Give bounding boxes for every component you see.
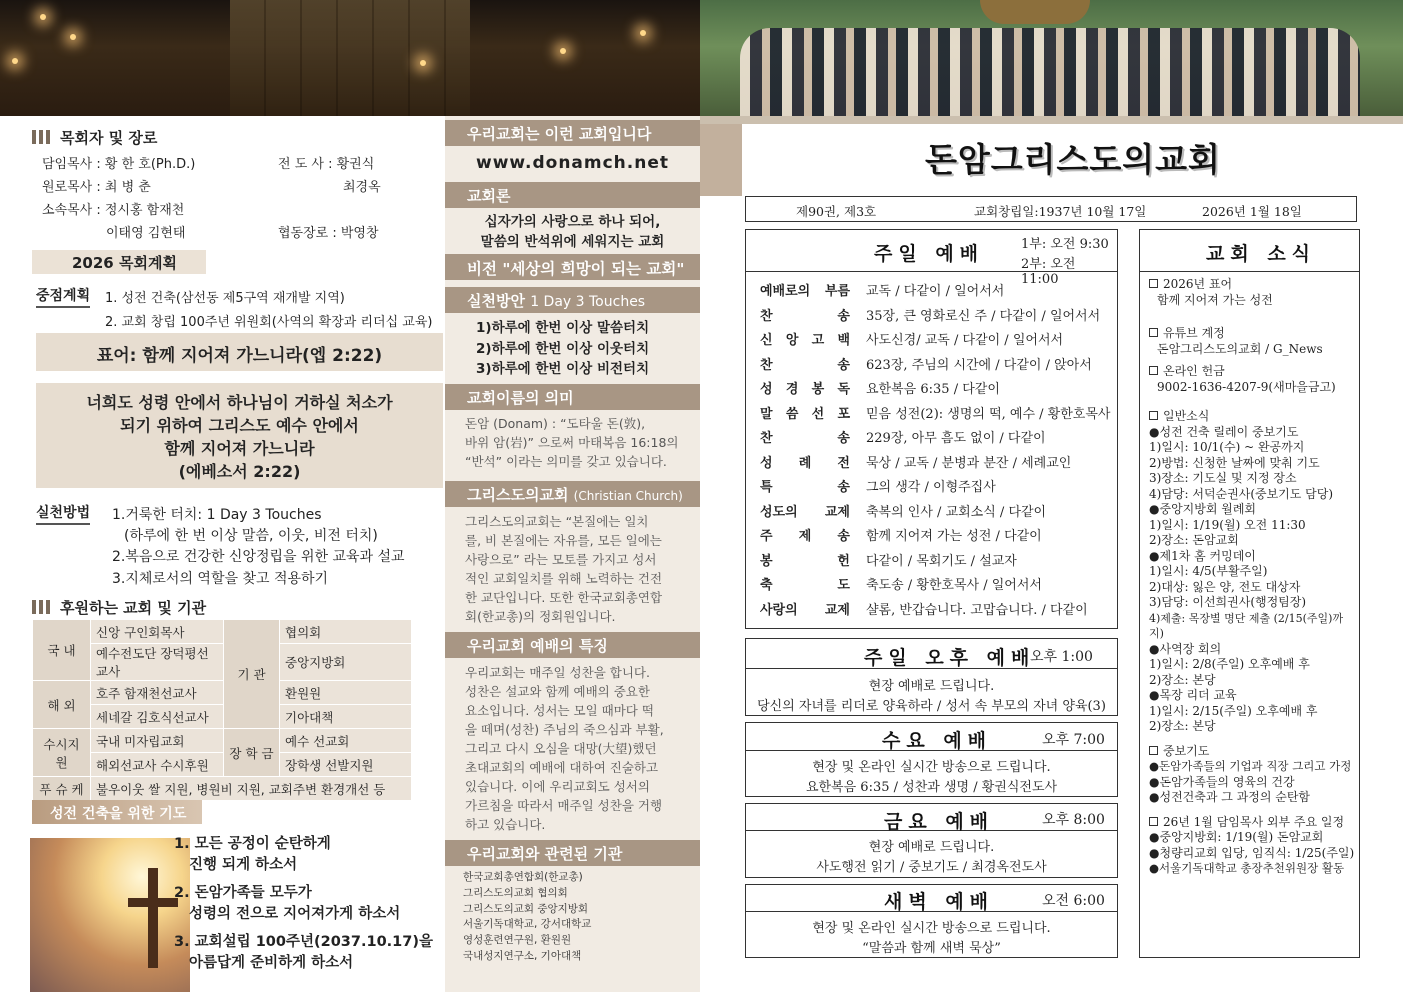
method-label: 실천방법 bbox=[36, 502, 90, 525]
table-row: 해외선교사 수시후원 장학생 선발지원 bbox=[33, 753, 412, 777]
service-time-1: 1부: 오전 9:30 bbox=[1021, 237, 1109, 252]
practice-list: 1)하루에 한번 이상 말씀터치 2)하루에 한번 이상 이웃터치 3)하루에 한번 이상 비전터치 bbox=[476, 320, 650, 377]
order-row bbox=[760, 525, 1042, 544]
method-2: 2.복음으로 건강한 신앙정립을 위한 교육과 설교 bbox=[112, 549, 405, 565]
square-bullet-icon bbox=[1149, 411, 1158, 420]
name-meaning-heading: 교회이름의 의미 bbox=[445, 384, 700, 410]
order-label: 성 례 전 bbox=[760, 455, 850, 471]
vision-heading: 비전 "세상의 희망이 되는 교회" bbox=[445, 254, 700, 280]
order-row bbox=[760, 403, 1110, 422]
order-label: 찬 송 bbox=[760, 431, 850, 446]
method-1: 1.거룩한 터치: 1 Day 3 Touches bbox=[112, 507, 322, 523]
name-meaning-text: 돈암 (Donam) : “도타울 돈(敦), 바위 암(岩)” 으로써 마태복음 16:18의 “반석” 이라는 의미를 갖고 있습니다. bbox=[465, 416, 679, 469]
friday-line-2: 사도행전 읽기 / 중보기도 / 최경옥전도사 bbox=[816, 860, 1047, 875]
square-bullet-icon bbox=[1149, 328, 1158, 337]
emeritus-pastor: 원로목사 : 최 병 춘 bbox=[42, 180, 151, 195]
method-1-detail: (하루에 한 번 이상 말씀, 이웃, 비전 터치) bbox=[124, 528, 378, 544]
dawn-line-1: 현장 및 온라인 실시간 방송으로 드립니다. bbox=[812, 921, 1051, 936]
worship-features-heading: 우리교회 예배의 특징 bbox=[445, 632, 700, 658]
order-detail: 함께 지어져 가는 성전 / 다같이 bbox=[866, 529, 1042, 544]
afternoon-worship-box bbox=[745, 638, 1118, 716]
dawn-title: 새벽 예배 bbox=[884, 891, 995, 913]
heading-bars-icon bbox=[32, 130, 52, 144]
order-label: 주 제 송 bbox=[760, 529, 850, 544]
order-row bbox=[760, 329, 1063, 348]
order-row bbox=[760, 305, 1100, 324]
order-label: 축 도 bbox=[760, 578, 850, 593]
wednesday-worship-box bbox=[745, 722, 1118, 797]
church-brand bbox=[700, 116, 1403, 196]
cooperating-elder: 협동장로 : 박영창 bbox=[278, 226, 379, 241]
focus-label: 중점계획 bbox=[36, 285, 90, 308]
order-row bbox=[760, 599, 1088, 618]
friday-time: 오후 8:00 bbox=[1042, 812, 1105, 828]
issue-bar bbox=[745, 196, 1357, 222]
order-detail: 229장, 아무 흠도 없이 / 다같이 bbox=[866, 431, 1046, 446]
table-row: 수시지원 국내 미자립교회 장 학 금 예수 선교회 bbox=[33, 729, 412, 753]
friday-line-1: 현장 예배로 드립니다. bbox=[868, 840, 995, 855]
method-3: 3.지체로서의 역할을 찾고 적용하기 bbox=[112, 571, 329, 587]
focus-item-1: 1. 성전 건축(삼선동 제5구역 재개발 지역) bbox=[105, 291, 345, 306]
sunday-worship-box bbox=[745, 229, 1118, 629]
ecclesiology-text: 십자가의 사랑으로 하나 되어, 말씀의 반석위에 세워지는 교회 bbox=[480, 214, 665, 250]
order-label: 찬 송 bbox=[760, 308, 850, 324]
associate-pastors-2: 이태영 김현태 bbox=[106, 226, 186, 241]
associate-pastors: 소속목사 : 정시홍 함재천 bbox=[42, 203, 185, 218]
order-row bbox=[760, 280, 1004, 299]
cross-sunset-image bbox=[30, 838, 190, 992]
afternoon-time: 오후 1:00 bbox=[1030, 649, 1093, 665]
square-bullet-icon bbox=[1149, 366, 1158, 375]
order-row bbox=[760, 354, 1092, 373]
order-label: 신 앙 고 백 bbox=[760, 333, 850, 348]
evangelist-2: 최경옥 bbox=[343, 180, 381, 195]
afternoon-line-2: 당신의 자녀를 리더로 양육하라 / 성서 속 부모의 자녀 양육(3) bbox=[757, 699, 1106, 714]
order-detail: 요한복음 6:35 / 다같이 bbox=[866, 382, 1000, 397]
square-bullet-icon bbox=[1149, 746, 1158, 755]
sunday-worship-title: 주일 예배 bbox=[874, 243, 985, 265]
news-title: 교회 소식 bbox=[1206, 243, 1317, 265]
dawn-line-2: “말씀과 함께 새벽 묵상” bbox=[862, 941, 1001, 956]
table-row: 예수전도단 장덕평선교사 중앙지방회 bbox=[33, 644, 412, 681]
dawn-time: 오전 6:00 bbox=[1042, 893, 1105, 909]
service-time-2: 2부: 오전 11:00 bbox=[1021, 257, 1076, 287]
order-detail: 믿음 성전(2): 생명의 떡, 예수 / 황한호목사 bbox=[866, 406, 1111, 422]
square-bullet-icon bbox=[1149, 279, 1158, 288]
practice-heading: 실천방안 1 Day 3 Touches bbox=[445, 287, 700, 313]
ecclesiology-heading: 교회론 bbox=[445, 182, 700, 208]
pastors-heading: 목회자 및 장로 bbox=[32, 127, 157, 148]
sunday-worship-header bbox=[746, 230, 1117, 287]
news-list: 2026년 표어 함께 지어져 가는 성전 유튜브 계정 돈암그리스도의교회 / G_News 온라인 헌금 9002-1636-4207-9(새마을금고) 일반소식 ●성전 건축 릴레이 중보기도 1)일시: 10/1(수) ~ 완공까지 2)방법: 신청한 날짜에 맞춰 기도 3)장소: 기도실 및 지정 장소 4)담당: 서덕순권사(중보기도 담당) ●중앙지방회 월례회 1)일시: 1/19(월) 오전 11:30 2)장소: 돈암교회 ●제1차 홈 커밍데이 1)일시: 4/5(부활주일) 2)대상: 잃은 양, 전도 대상자 3)담당: 이선희권사(행정팀장) 4)제출: 목장별 명단 제출 (2/15(주일)까지) ●사역장 회의 1)일시: 2/8(주일) 오후예배 후 2)장소: 본당 ●목장 리더 교육 1)일시: 2/15(주일) 오후예배 후 2)장소: 본당 중보기도 ●돈암가족들의 기업과 직장 그리고 가정 ●돈암가족들의 영육의 건강 ●성전건축과 그 과정의 순탄함 26년 1월 담임목사 외부 주요 일정 ●중앙지방회: 1/19(월) 돈암교회 ●청량리교회 입당, 임직식: 1/25(주일) ●서울기독대학교 총장추천위원장 활동 bbox=[1149, 277, 1355, 875]
christian-church-text: 그리스도의교회는 “본질에는 일치 를, 비 본질에는 자유를, 모든 일에는 사랑으로” 라는 모토를 가지고 성서 적인 교회일치를 위해 노력하는 건전 한 교단입니다. 또한 한국교회총연합 회(한교총)의 정회원입니다. bbox=[465, 514, 663, 624]
friday-worship-box bbox=[745, 803, 1118, 878]
worship-features-text: 우리교회는 매주일 성찬을 합니다. 성찬은 설교와 함께 예배의 중요한 요소입니다. 성서는 모일 때마다 떡 을 떼며(성찬) 주님의 죽으심과 부활, 그리고 다시 오심을 대망(大望)했던 초대교회의 예배에 대하여 진술하고 있습니다. 이에 우리교회도 성서의 가르침을 따라서 매주일 성찬을 거행 하고 있습니다. bbox=[465, 665, 664, 832]
order-detail: 묵상 / 교독 / 분병과 분잔 / 세례교인 bbox=[866, 455, 1072, 471]
order-detail: 35장, 큰 영화로신 주 / 다같이 / 일어서서 bbox=[866, 308, 1101, 324]
table-row: 해 외 호주 함재천선교사 환원원 bbox=[33, 681, 412, 705]
square-bullet-icon bbox=[1149, 817, 1158, 826]
about-heading: 우리교회는 이런 교회입니다 bbox=[445, 120, 700, 146]
order-row bbox=[760, 501, 1046, 520]
order-detail: 다같이 / 목회기도 / 설교자 bbox=[866, 553, 1017, 569]
christian-church-heading: 그리스도의교회 (Christian Church) bbox=[445, 481, 700, 507]
related-orgs-list: 한국교회총연합회(한교총) 그리스도의교회 협의회 그리스도의교회 중앙지방회 서울기독대학교, 강서대학교 영성훈련연구원, 환원원 국내성지연구소, 기아대책 bbox=[463, 871, 592, 962]
wednesday-line-2: 요한복음 6:35 / 성찬과 생명 / 황권식전도사 bbox=[805, 780, 1058, 795]
order-label: 찬 송 bbox=[760, 357, 850, 373]
order-row bbox=[760, 550, 1017, 569]
prayer-banner: 성전 건축을 위한 기도 bbox=[32, 800, 202, 824]
support-table bbox=[32, 619, 412, 801]
order-label: 봉 헌 bbox=[760, 553, 850, 569]
table-row: 국 내 신앙 구인회목사 기 관 협의회 bbox=[33, 620, 412, 644]
order-detail: 사도신경/ 교독 / 다같이 / 일어서서 bbox=[866, 333, 1064, 348]
order-row bbox=[760, 378, 1000, 397]
order-label: 말 씀 선 포 bbox=[760, 406, 850, 422]
bulletin-date: 2026년 1월 18일 bbox=[1202, 204, 1302, 219]
congregation-group-photo bbox=[700, 0, 1403, 116]
order-detail: 교독 / 다같이 / 일어서서 bbox=[866, 284, 1005, 299]
wednesday-line-1: 현장 및 온라인 실시간 방송으로 드립니다. bbox=[812, 760, 1051, 775]
night-wall-photo bbox=[0, 0, 700, 116]
friday-title: 금요 예배 bbox=[884, 811, 995, 833]
related-orgs-heading: 우리교회와 관련된 기관 bbox=[445, 840, 700, 866]
church-news-box bbox=[1139, 229, 1360, 958]
prayer-list: 1. 모든 공정이 순탄하게 진행 되게 하소서 2. 돈암가족들 모두가 성령의 전으로 지어져가게 하소서 3. 교회설립 100주년(2037.10.17)을 아름답게 준비하게 하소서 bbox=[174, 836, 433, 971]
year-motto: 표어: 함께 지어져 가느니라(엡 2:22) bbox=[36, 333, 443, 371]
afternoon-title: 주일 오후 예배 bbox=[864, 647, 1036, 669]
order-label: 성도의 교제 bbox=[760, 504, 850, 520]
wednesday-time: 오후 7:00 bbox=[1042, 732, 1105, 748]
founding-date: 교회창립일:1937년 10월 17일 bbox=[974, 204, 1147, 219]
volume-number: 제90권, 제3호 bbox=[796, 204, 877, 219]
focus-item-2: 2. 교회 창립 100주년 위원회(사역의 확장과 리더십 교육) bbox=[105, 315, 433, 330]
dawn-worship-box bbox=[745, 884, 1118, 958]
website-link[interactable]: www.donamch.net bbox=[445, 148, 700, 180]
table-row: 푸 슈 케 불우이웃 쌀 지원, 병원비 지원, 교회주변 환경개선 등 bbox=[33, 777, 412, 801]
order-detail: 그의 생각 / 이형주집사 bbox=[866, 480, 996, 495]
evangelist: 전 도 사 : 황권식 bbox=[278, 157, 375, 172]
order-label: 특 송 bbox=[760, 480, 850, 495]
order-row bbox=[760, 427, 1046, 446]
order-row bbox=[760, 452, 1071, 471]
table-row: 세네갈 김호식선교사 기아대책 bbox=[33, 705, 412, 729]
order-detail: 샬롬, 반갑습니다. 고맙습니다. / 다같이 bbox=[866, 602, 1088, 618]
support-heading: 후원하는 교회 및 기관 bbox=[32, 597, 206, 618]
church-name: 돈암그리스도의교회 bbox=[925, 140, 1221, 179]
motto-verse: 너희도 성령 안에서 하나님이 거하실 처소가 되기 위하여 그리스도 예수 안에서 함께 지어져 가느니라 (에베소서 2:22) bbox=[36, 383, 443, 488]
heading-bars-icon bbox=[32, 600, 52, 614]
order-label: 사랑의 교제 bbox=[760, 602, 850, 618]
wednesday-title: 수요 예배 bbox=[882, 730, 993, 752]
order-label: 예배로의 부름 bbox=[760, 284, 850, 299]
order-detail: 축도송 / 황한호목사 / 일어서서 bbox=[866, 578, 1042, 593]
plan-heading: 2026 목회계획 bbox=[32, 250, 206, 274]
order-detail: 623장, 주님의 시간에 / 다같이 / 앉아서 bbox=[866, 357, 1092, 373]
order-label: 성 경 봉 독 bbox=[760, 382, 850, 397]
afternoon-line-1: 현장 예배로 드립니다. bbox=[868, 679, 995, 694]
order-row bbox=[760, 574, 1042, 593]
senior-pastor: 담임목사 : 황 한 호(Ph.D.) bbox=[42, 157, 196, 172]
order-row bbox=[760, 476, 996, 495]
order-detail: 축복의 인사 / 교회소식 / 다같이 bbox=[866, 504, 1047, 520]
